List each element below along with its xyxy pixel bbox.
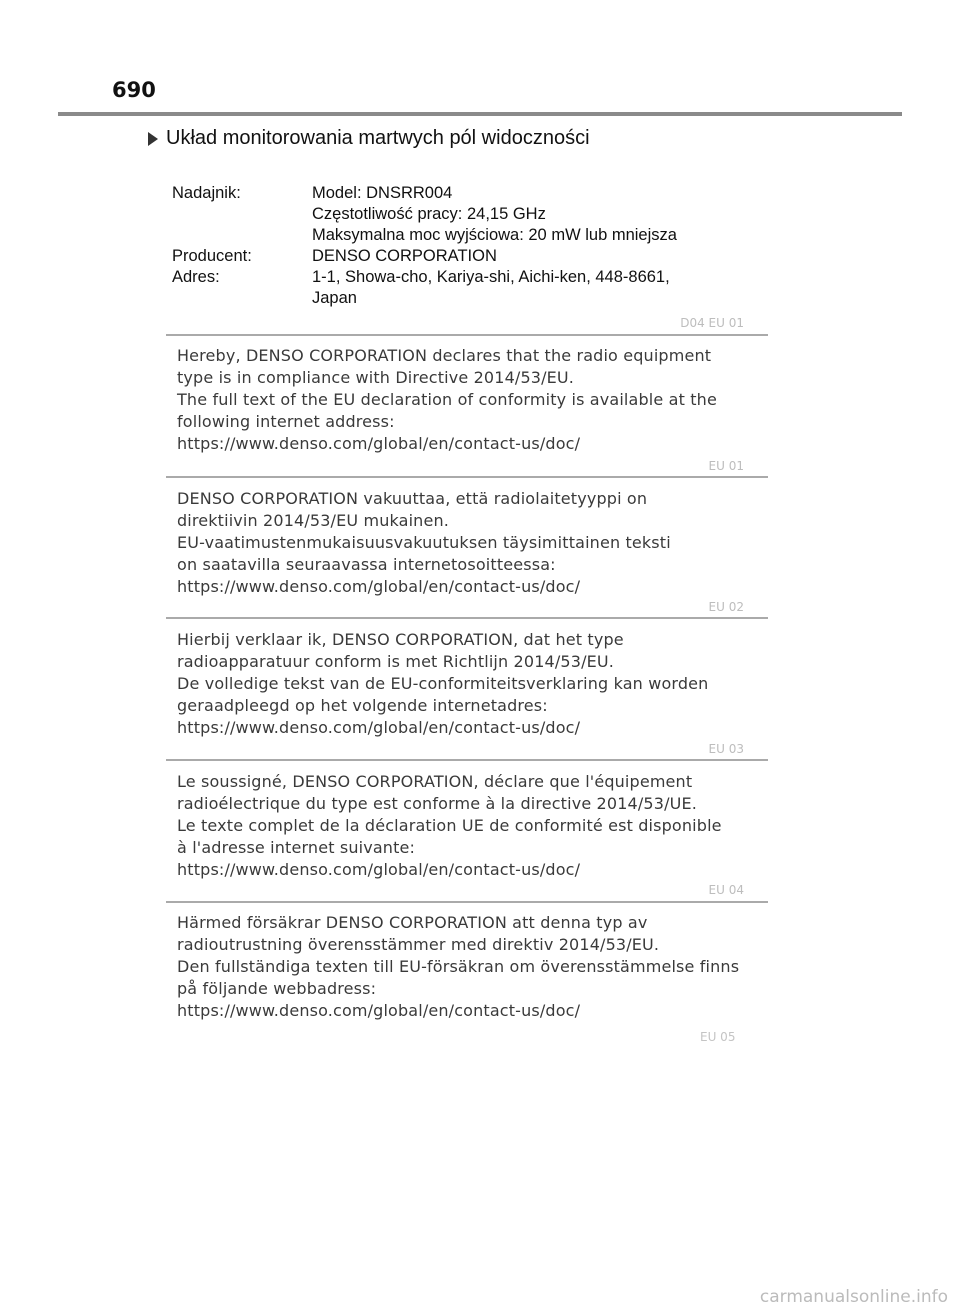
declaration-line: https://www.denso.com/global/en/contact-us/doc/ (177, 434, 581, 453)
footer-code: EU 05 (700, 1030, 736, 1044)
declaration-line: on saatavilla seuraavassa internetosoitteessa: (177, 555, 556, 574)
declaration-rule (166, 759, 768, 761)
triangle-bullet-icon (148, 132, 158, 146)
declaration-line: https://www.denso.com/global/en/contact-us/doc/ (177, 860, 581, 879)
declaration-line: The full text of the EU declaration of conformity is available at the (177, 390, 717, 409)
declaration-line: Le soussigné, DENSO CORPORATION, déclare que l'équipement (177, 772, 693, 791)
spec-value: DENSO CORPORATION (312, 247, 497, 265)
spec-value: Maksymalna moc wyjściowa: 20 mW lub mniejsza (312, 226, 677, 244)
declaration-line: Härmed försäkrar DENSO CORPORATION att denna typ av (177, 913, 648, 932)
spec-values (312, 183, 677, 246)
declaration-line: https://www.denso.com/global/en/contact-us/doc/ (177, 718, 581, 737)
declaration-code: D04 EU 01 (680, 316, 744, 330)
declaration-line: DENSO CORPORATION vakuuttaa, että radiolaitetyyppi on (177, 489, 648, 508)
section-heading (148, 127, 590, 150)
declaration-text (177, 771, 722, 881)
declaration-line: radioutrustning överensstämmer med direktiv 2014/53/EU. (177, 935, 660, 954)
spec-label: Nadajnik: (172, 184, 241, 202)
watermark: carmanualsonline.info (759, 1287, 948, 1307)
declaration-line: direktiivin 2014/53/EU mukainen. (177, 511, 449, 530)
declaration-line: Hierbij verklaar ik, DENSO CORPORATION, dat het type (177, 630, 624, 649)
declaration-code: EU 02 (708, 600, 744, 614)
declaration-text (177, 345, 717, 455)
declaration-line: på följande webbadress: (177, 979, 377, 998)
spec-value: Japan (312, 289, 357, 307)
declaration-rule (166, 617, 768, 619)
page-number: 690 (112, 78, 156, 102)
declaration-text (177, 488, 671, 598)
declaration-line: EU-vaatimustenmukaisuusvakuutuksen täysimittainen teksti (177, 533, 671, 552)
declaration-line: Hereby, DENSO CORPORATION declares that the radio equipment (177, 346, 712, 365)
header-rule (58, 112, 902, 116)
declaration-code: EU 03 (708, 742, 744, 756)
spec-value: 1-1, Showa-cho, Kariya-shi, Aichi-ken, 448-8661, (312, 268, 670, 286)
spec-value: Model: DNSRR004 (312, 184, 453, 202)
declaration-line: Den fullständiga texten till EU-försäkran om överensstämmelse finns (177, 957, 740, 976)
declaration-rule (166, 476, 768, 478)
declaration-line: à l'adresse internet suivante: (177, 838, 416, 857)
declaration-text (177, 912, 739, 1022)
declaration-line: type is in compliance with Directive 2014/53/EU. (177, 368, 575, 387)
spec-row (172, 183, 677, 246)
declaration-rule (166, 334, 768, 336)
spec-values (312, 246, 497, 267)
declaration-line: https://www.denso.com/global/en/contact-us/doc/ (177, 1001, 581, 1020)
declaration-line: https://www.denso.com/global/en/contact-us/doc/ (177, 577, 581, 596)
spec-row (172, 267, 677, 309)
spec-label: Adres: (172, 268, 220, 286)
spec-value: Częstotliwość pracy: 24,15 GHz (312, 205, 546, 223)
spec-row (172, 246, 677, 267)
declaration-line: De volledige tekst van de EU-conformiteitsverklaring kan worden (177, 674, 709, 693)
spec-label: Producent: (172, 247, 252, 265)
declaration-rule (166, 901, 768, 903)
declaration-code: EU 04 (708, 883, 744, 897)
declaration-line: radioélectrique du type est conforme à la directive 2014/53/UE. (177, 794, 697, 813)
declaration-code: EU 01 (708, 459, 744, 473)
section-title: Układ monitorowania martwych pól widoczności (166, 127, 590, 149)
declaration-line: geraadpleegd op het volgende internetadres: (177, 696, 548, 715)
declaration-line: radioapparatuur conform is met Richtlijn 2014/53/EU. (177, 652, 614, 671)
spec-table (172, 183, 677, 309)
spec-values (312, 267, 670, 309)
declaration-text (177, 629, 708, 739)
declaration-line: following internet address: (177, 412, 395, 431)
declaration-line: Le texte complet de la déclaration UE de conformité est disponible (177, 816, 722, 835)
